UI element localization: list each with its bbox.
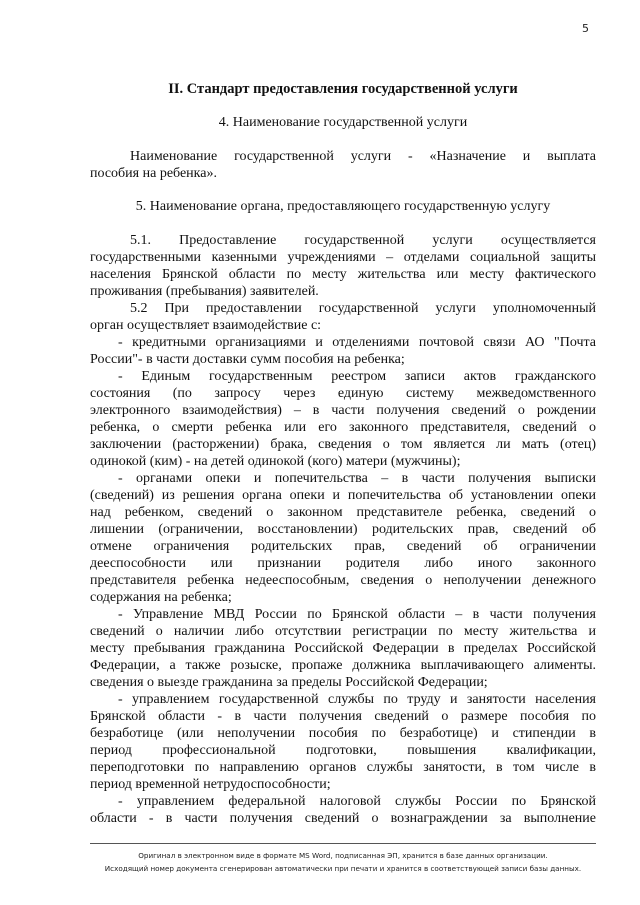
text-line: представителя ребенка недееспособным, сведения о неполучении денежного (90, 573, 596, 588)
text-line: дееспособности или признании родителя либо иного законного (90, 556, 596, 571)
text-line: пособия на ребенка». (90, 166, 217, 181)
text-line: месту пребывания гражданина Российской Федерации в пределах Российской (90, 641, 596, 656)
text-line: - Единым государственным реестром записи актов гражданского (118, 369, 596, 384)
text-line: отмене ограничения родительских прав, сведений об ограничении (90, 539, 596, 554)
text-line: - управлением государственной службы по труду и занятости населения (118, 692, 596, 707)
text-line: (сведений) из решения органа опеки и попечительства об установлении опеки (90, 488, 596, 503)
text-line: период профессиональной подготовки, повышения квалификации, (90, 743, 596, 758)
subsection-5-title: 5. Наименование органа, предоставляющего государственную услугу (135, 199, 551, 214)
text-line: заключении (расторжении) брака, сведения о том является ли мать (отец) (90, 437, 596, 452)
text-line: содержания на ребенка; (90, 590, 232, 605)
text-line: населения Брянской области по месту жительства или месту фактического (90, 267, 596, 282)
text-line: проживания (пребывания) заявителей. (90, 284, 319, 299)
text-line: России"- в части доставки сумм пособия на ребенка; (90, 352, 405, 367)
text-line: 5.1. Предоставление государственной услуги осуществляется (130, 233, 596, 248)
text-line: над ребенком, сведений о законном представителе ребенка, сведений о (90, 505, 596, 520)
text-line: области - в части получения сведений о вознаграждении за выполнение (90, 811, 596, 826)
text-line: - управлением федеральной налоговой службы России по Брянской (118, 794, 596, 809)
text-line: сведений о наличии либо отсутствии регистрации по месту жительства и (90, 624, 596, 639)
footer-line: Оригинал в электронном виде в формате MS Word, подписанная ЭП, хранится в базе данных организации. (138, 851, 548, 860)
text-line: одинокой (ким) - на детей одинокой (кого) матери (мужчины); (90, 454, 461, 469)
text-line: электронного взаимодействия) – в части получения сведений о рождении (90, 403, 596, 418)
text-line: состояния (по запросу через единую систему межведомственного (90, 386, 596, 401)
text-line: государственными казенными учреждениями – отделами социальной защиты (90, 250, 596, 265)
text-line: безработице (или неполучении пособия по безработице) и стипендии в (90, 726, 596, 741)
footer-line: Исходящий номер документа сгенерирован автоматически при печати и хранится в соответствующей записи базы данных. (104, 864, 582, 873)
text-line: Наименование государственной услуги - «Назначение и выплата (130, 149, 596, 164)
section-title: II. Стандарт предоставления государственной услуги (168, 81, 518, 97)
text-line: ребенка, о смерти ребенка или его законного представителя, сведений о (90, 420, 596, 435)
text-line: лишении (ограничении, восстановлении) родительских прав, сведений об (90, 522, 596, 537)
text-line: - кредитными организациями и отделениями почтовой связи АО "Почта (118, 335, 596, 350)
text-line: Федерации, а также розыске, пропаже должника выплачивающего алименты. (90, 658, 596, 673)
text-line: - органами опеки и попечительства – в части получения выписки (118, 471, 596, 486)
text-line: - Управление МВД России по Брянской области – в части получения (118, 607, 596, 622)
text-line: период временной нетрудоспособности; (90, 777, 331, 792)
text-line: переподготовки по направлению органов службы занятости, в том числе в (90, 760, 596, 775)
text-line: 5.2 При предоставлении государственной услуги уполномоченный (130, 301, 596, 316)
subsection-4-title: 4. Наименование государственной услуги (218, 115, 468, 130)
text-line: сведения о выезде гражданина за пределы Российской Федерации; (90, 675, 488, 690)
text-line: орган осуществляет взаимодействие с: (90, 318, 322, 333)
footer-divider (90, 843, 596, 844)
page-number: 5 (582, 22, 589, 35)
text-line: Брянской области - в части получения сведений о размере пособия по (90, 709, 596, 724)
